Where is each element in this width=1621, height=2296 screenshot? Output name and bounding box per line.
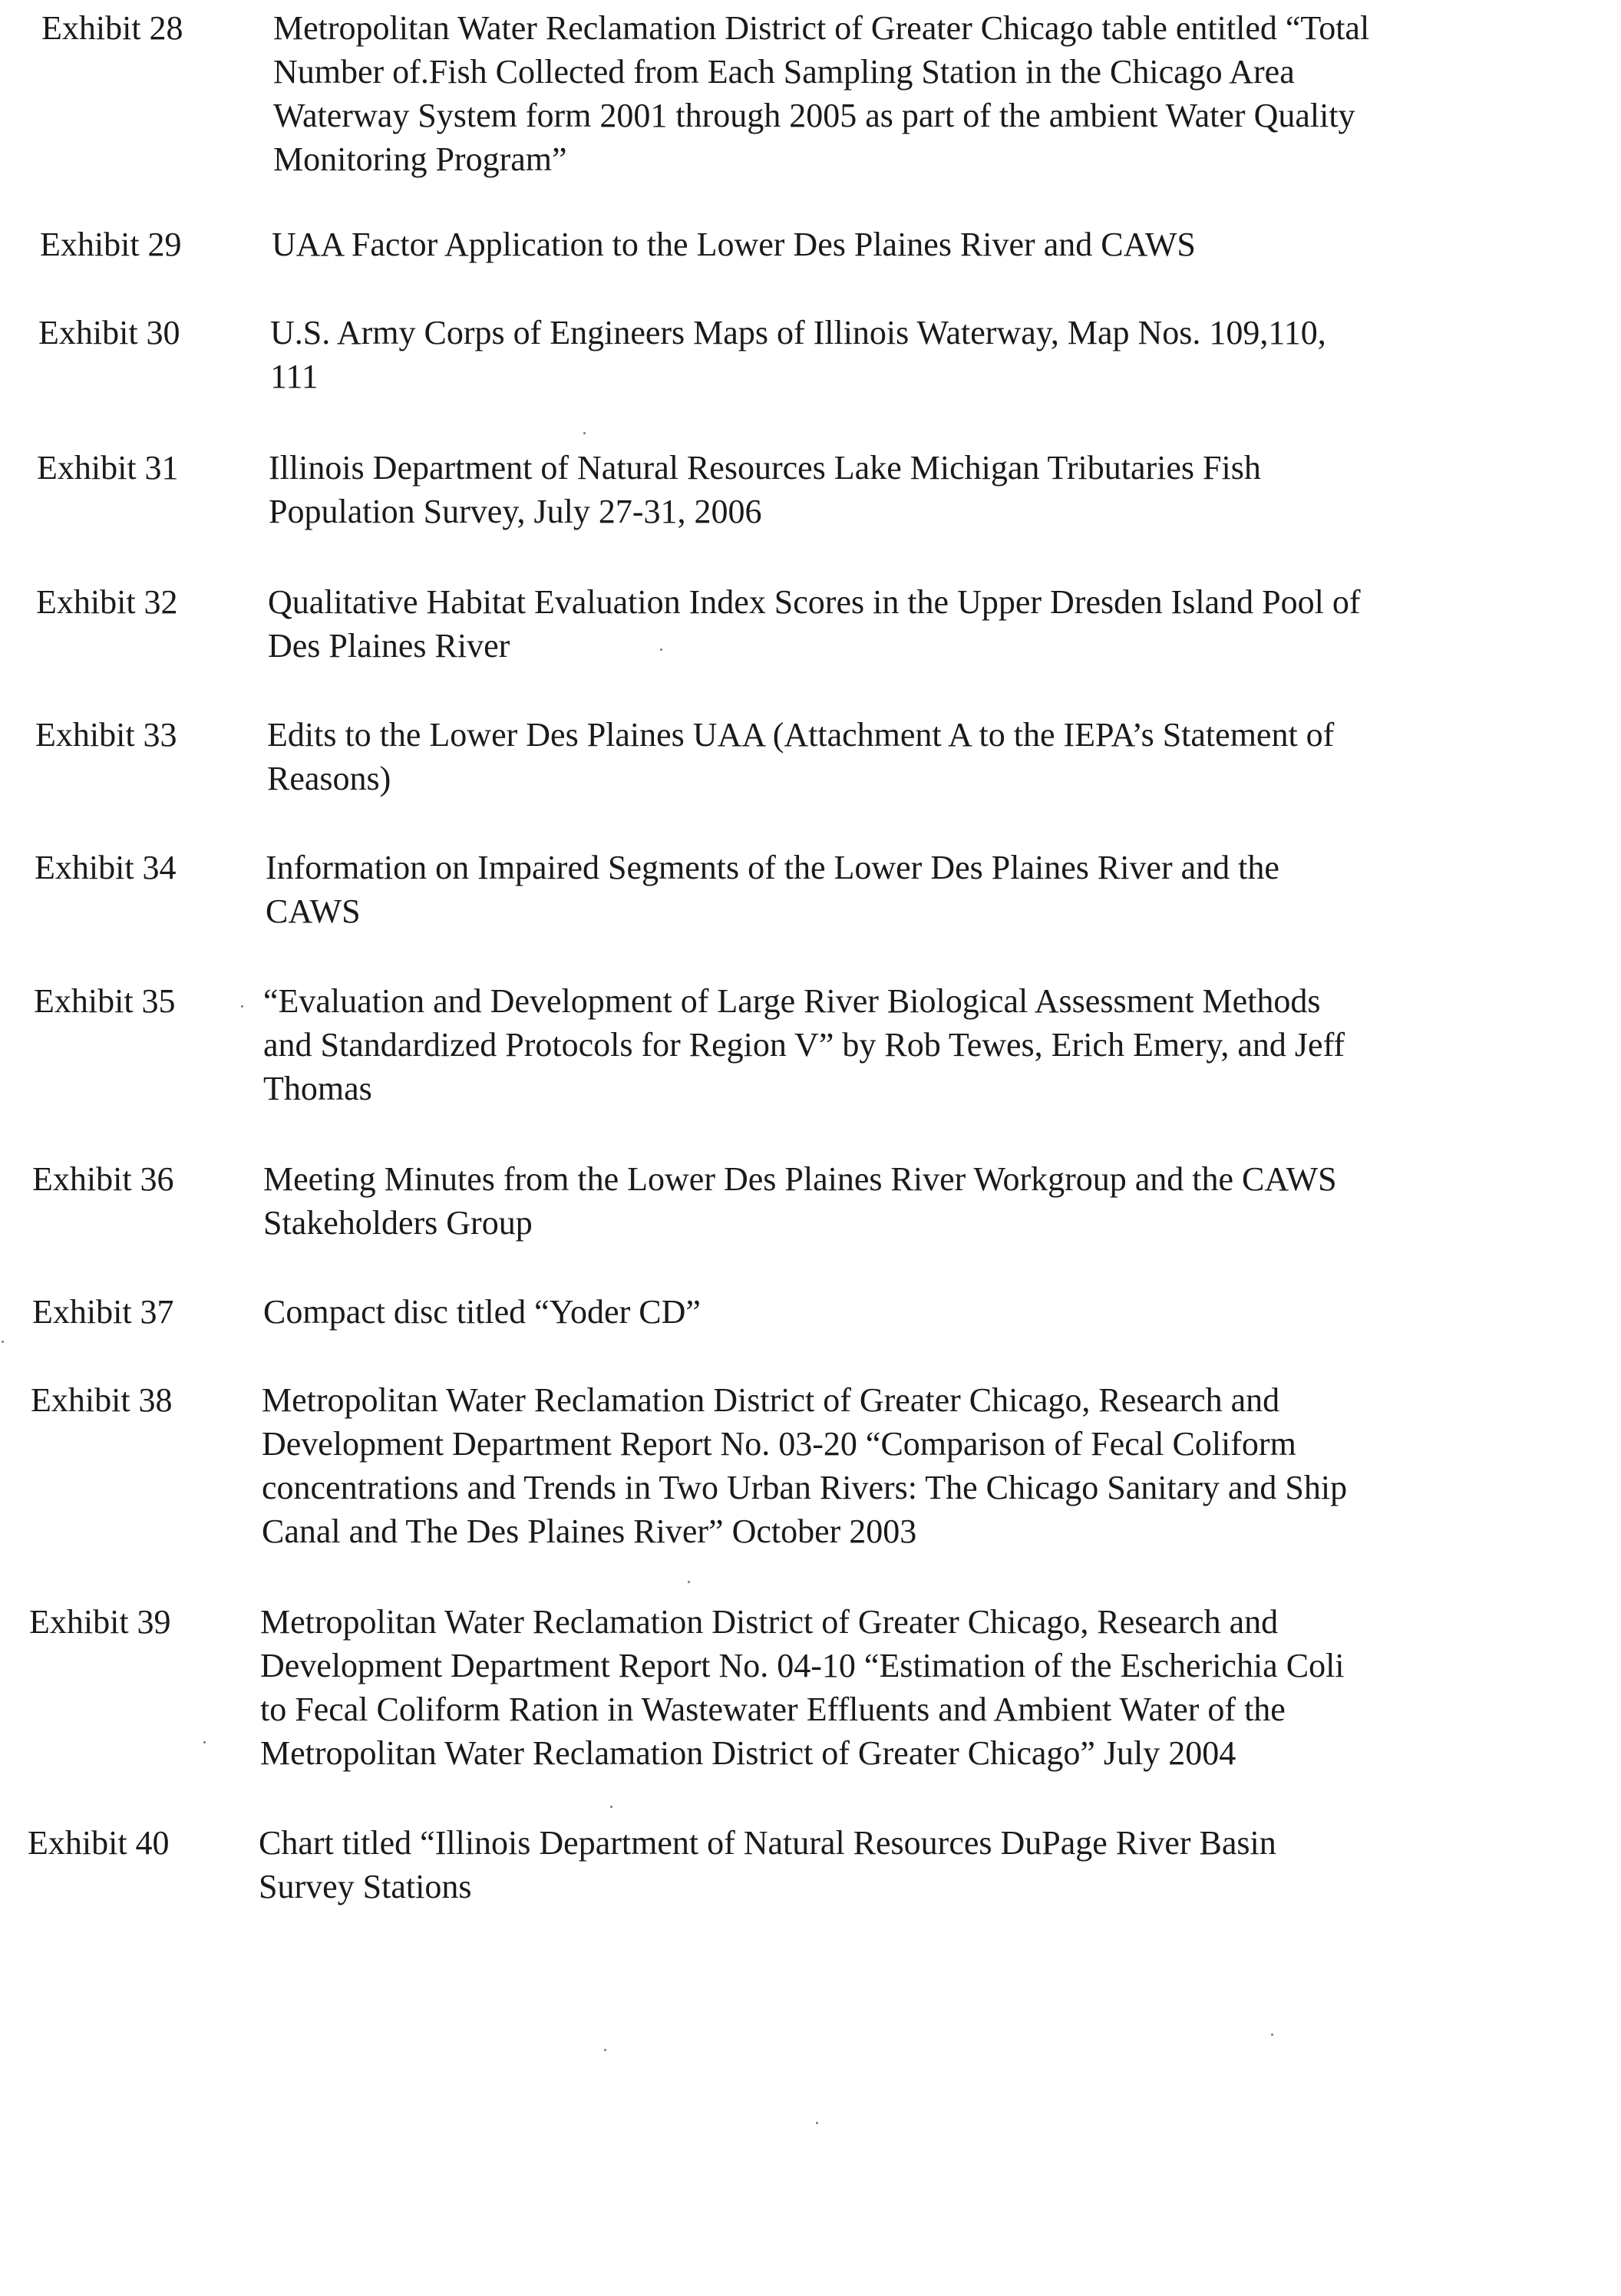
exhibit-label: Exhibit 29: [40, 226, 182, 263]
scan-speck: [583, 432, 586, 434]
exhibit-description: UAA Factor Application to the Lower Des Plaines River and CAWS: [272, 226, 1196, 263]
exhibit-label: Exhibit 40: [28, 1824, 170, 1862]
exhibit-description: Metropolitan Water Reclamation District of Greater Chicago, Research and Development Department Report No. 04-10 “Estimation of the Escherichia Coli to Fecal Coliform Ration in Wastewater Effluents and Ambient Water of the Metropolitan Water Reclamation District of Greater Chicago” July 2004: [260, 1603, 1345, 1772]
exhibit-description: Meeting Minutes from the Lower Des Plaines River Workgroup and the CAWS Stakeholders Group: [263, 1160, 1337, 1242]
exhibit-label: Exhibit 38: [31, 1381, 173, 1419]
exhibit-label: Exhibit 36: [32, 1160, 174, 1198]
exhibit-description: “Evaluation and Development of Large River Biological Assessment Methods and Standardized Protocols for Region V” by Rob Tewes, Erich Emery, and Jeff Thomas: [263, 982, 1345, 1107]
exhibit-label: Exhibit 28: [41, 9, 183, 47]
exhibit-description: Edits to the Lower Des Plaines UAA (Attachment A to the IEPA’s Statement of Reasons): [267, 716, 1335, 797]
exhibit-label: Exhibit 31: [37, 449, 179, 487]
scan-speck: [610, 1806, 612, 1808]
scan-speck: [816, 2122, 818, 2124]
exhibit-label: Exhibit 35: [34, 982, 176, 1020]
exhibit-description: Chart titled “Illinois Department of Natural Resources DuPage River Basin Survey Stations: [259, 1824, 1276, 1905]
exhibit-description: Information on Impaired Segments of the Lower Des Plaines River and the CAWS: [266, 849, 1279, 930]
exhibit-description: Compact disc titled “Yoder CD”: [263, 1293, 701, 1331]
scan-speck: [1271, 2034, 1273, 2036]
scan-speck: [203, 1741, 206, 1743]
exhibit-description: U.S. Army Corps of Engineers Maps of Illinois Waterway, Map Nos. 109,110, 111: [270, 314, 1326, 395]
exhibit-label: Exhibit 34: [35, 849, 177, 886]
exhibit-label: Exhibit 33: [35, 716, 177, 754]
scan-speck: [660, 648, 662, 651]
exhibit-description: Metropolitan Water Reclamation District of Greater Chicago table entitled “Total Number of.Fish Collected from Each Sampling Station in the Chicago Area Waterway System form 2001 through 2005 as part of the ambient Water Quality Monitoring Program”: [273, 9, 1370, 178]
scan-speck: [241, 1005, 243, 1008]
scan-speck: [604, 2049, 606, 2051]
scan-speck: [688, 1581, 690, 1583]
exhibit-description: Illinois Department of Natural Resources Lake Michigan Tributaries Fish Population Survey, July 27-31, 2006: [269, 449, 1261, 530]
exhibit-description: Metropolitan Water Reclamation District of Greater Chicago, Research and Development Department Report No. 03-20 “Comparison of Fecal Coliform concentrations and Trends in Two Urban Rivers: The Chicago Sanitary and Ship Canal and The Des Plaines River” October 2003: [262, 1381, 1348, 1550]
scan-speck: [2, 1341, 4, 1343]
exhibit-description: Qualitative Habitat Evaluation Index Scores in the Upper Dresden Island Pool of Des Plaines River: [268, 583, 1361, 665]
exhibit-label: Exhibit 37: [32, 1293, 174, 1331]
exhibit-label: Exhibit 39: [29, 1603, 171, 1641]
exhibit-label: Exhibit 32: [36, 583, 178, 621]
exhibit-label: Exhibit 30: [38, 314, 180, 351]
